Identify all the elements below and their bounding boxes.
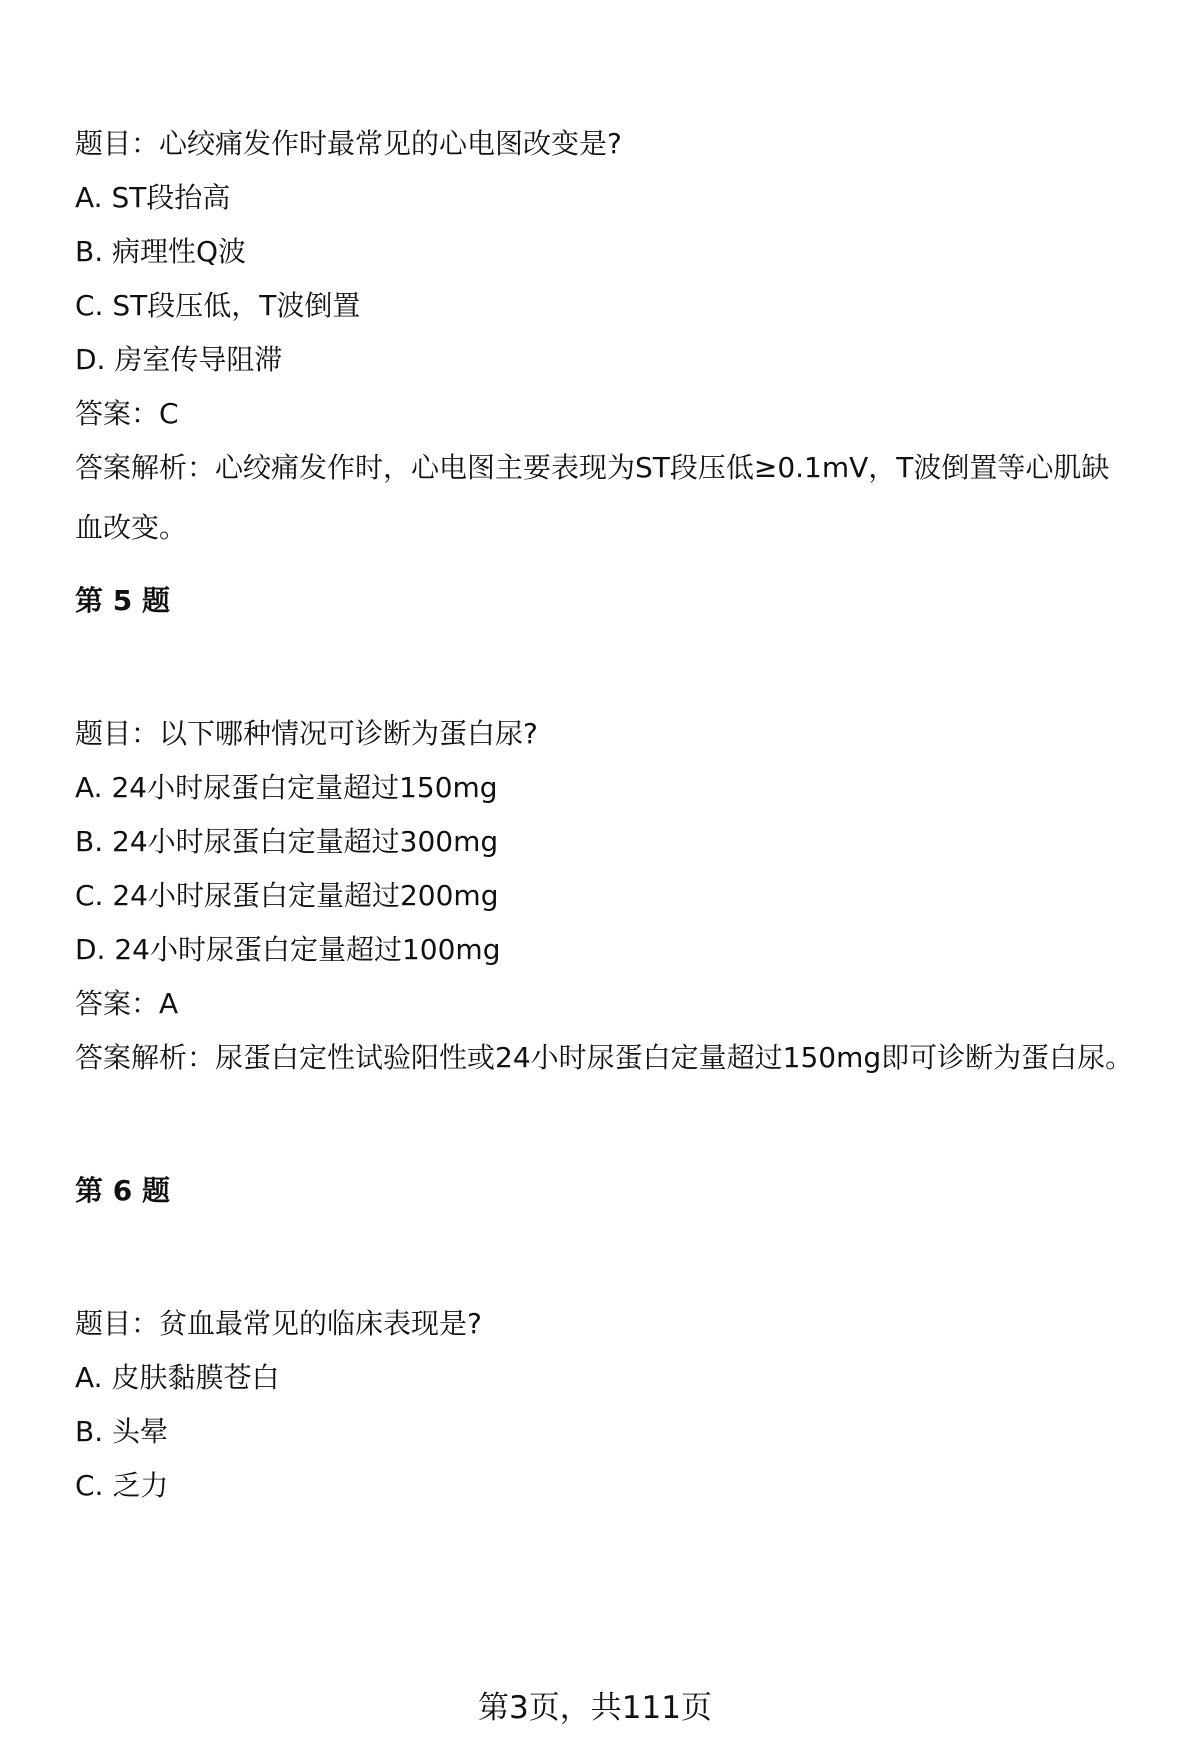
question-4-answer: 答案：C (75, 397, 179, 430)
question-5-option-b: B. 24小时尿蛋白定量超过300mg (75, 825, 499, 858)
question-4-option-d: D. 房室传导阻滞 (75, 343, 283, 376)
question-4-text: 题目：心绞痛发作时最常见的心电图改变是? (75, 127, 622, 160)
question-6-heading: 第 6 题 (75, 1174, 170, 1207)
question-6-option-a: A. 皮肤黏膜苍白 (75, 1361, 280, 1394)
question-5-heading: 第 5 题 (75, 584, 170, 617)
question-5-option-c: C. 24小时尿蛋白定量超过200mg (75, 879, 499, 912)
question-4-option-a: A. ST段抬高 (75, 181, 231, 214)
question-5-option-d: D. 24小时尿蛋白定量超过100mg (75, 933, 501, 966)
question-4-option-b: B. 病理性Q波 (75, 235, 247, 268)
question-5-text: 题目：以下哪种情况可诊断为蛋白尿? (75, 717, 538, 750)
question-5-analysis: 答案解析：尿蛋白定性试验阳性或24小时尿蛋白定量超过150mg即可诊断为蛋白尿。 (75, 1041, 1134, 1074)
question-5-option-a: A. 24小时尿蛋白定量超过150mg (75, 771, 498, 804)
question-6-text: 题目：贫血最常见的临床表现是? (75, 1307, 482, 1340)
question-6-option-c: C. 乏力 (75, 1469, 169, 1502)
question-5-answer: 答案：A (75, 987, 179, 1020)
question-4-option-c: C. ST段压低，T波倒置 (75, 289, 361, 322)
page-number-footer: 第3页，共111页 (478, 1690, 712, 1726)
question-4-analysis: 答案解析：心绞痛发作时，心电图主要表现为ST段压低≥0.1mV，T波倒置等心肌缺血改变。 (75, 451, 1110, 544)
question-6-option-b: B. 头晕 (75, 1415, 169, 1448)
